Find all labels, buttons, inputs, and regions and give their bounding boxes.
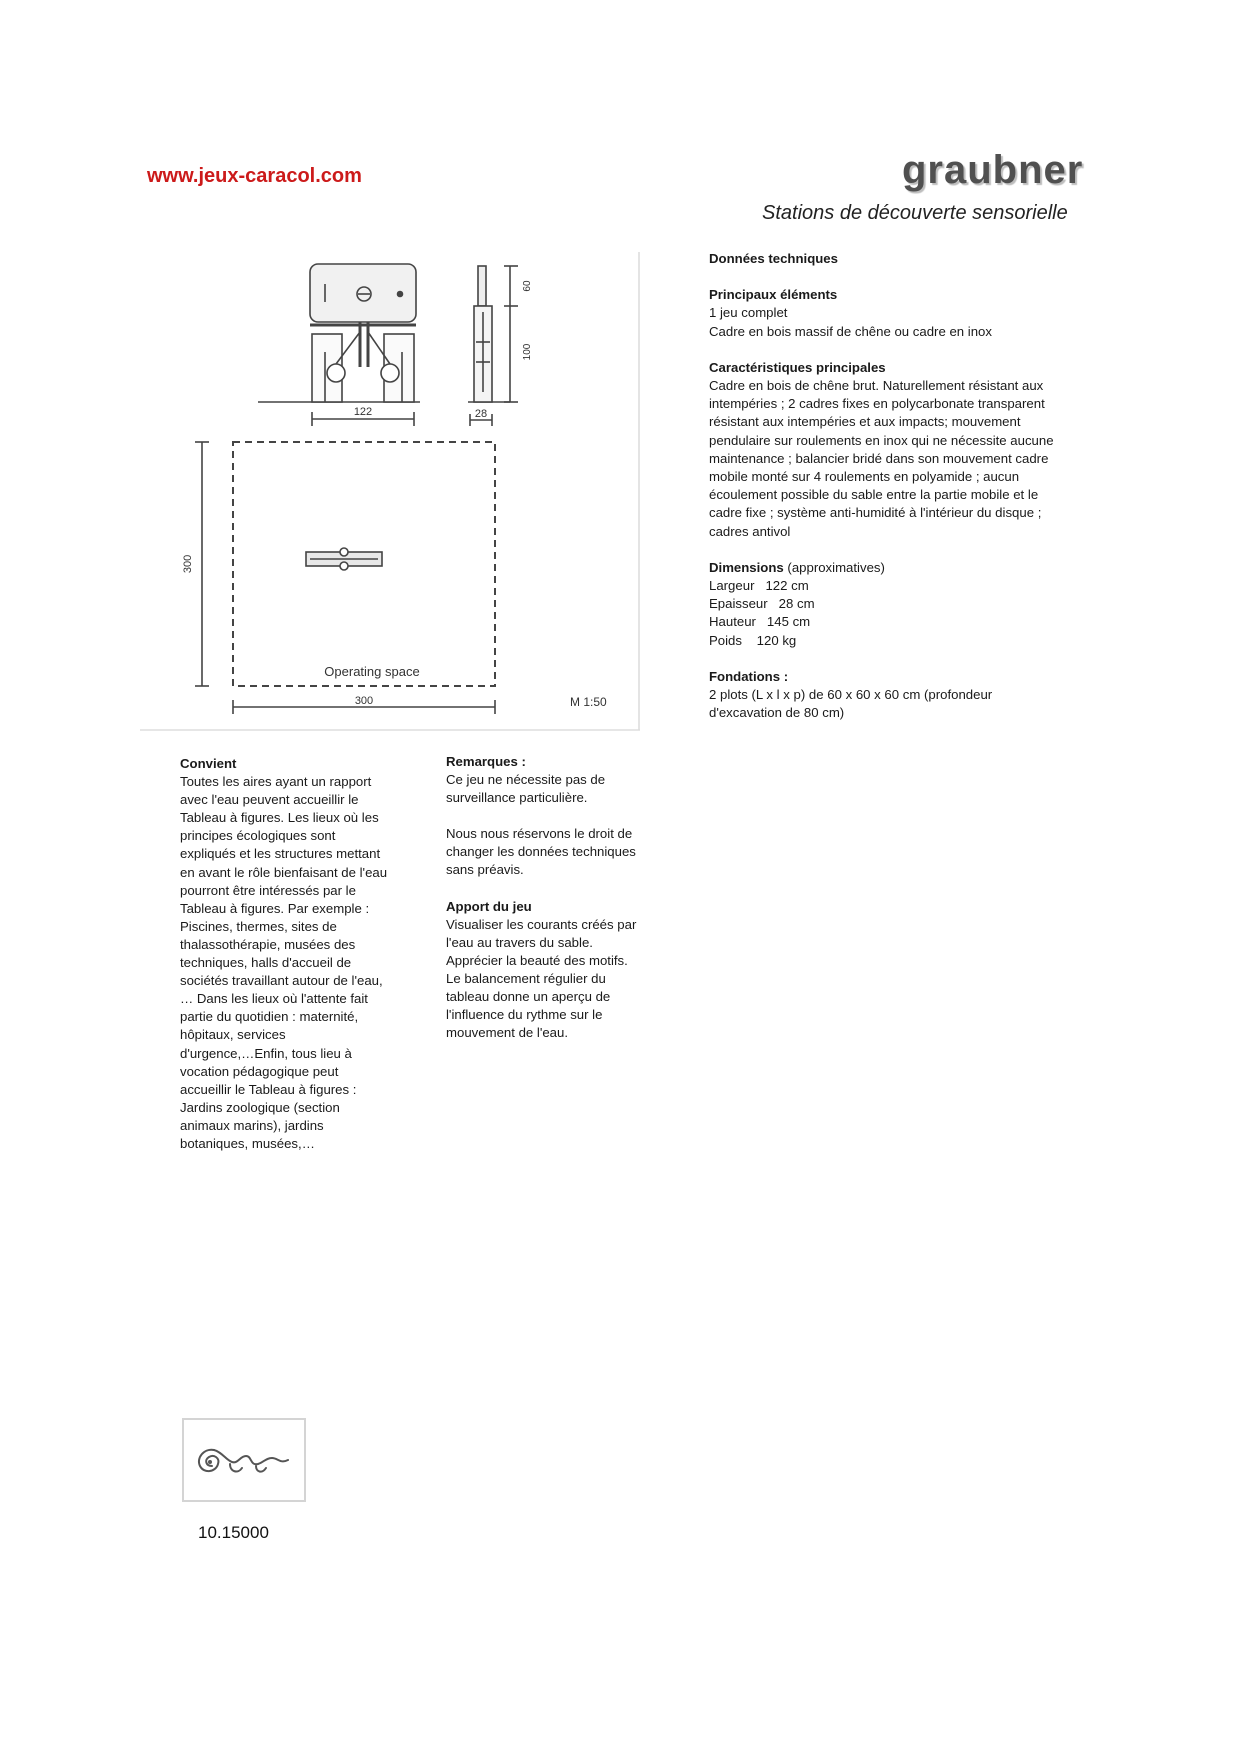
convient-line: Toutes les aires ayant un rapport bbox=[180, 774, 372, 790]
convient-line: Tableau à figures. Par exemple : bbox=[180, 900, 370, 916]
operating-space-label: Operating space bbox=[324, 664, 420, 679]
dimension-value: 122 cm bbox=[765, 578, 809, 594]
main-elements-line: 1 jeu complet bbox=[709, 305, 788, 321]
dimension-label: Poids bbox=[709, 632, 742, 648]
convient-line: … Dans les lieux où l'attente fait bbox=[180, 991, 368, 1007]
dimension-value: 28 cm bbox=[778, 596, 815, 612]
convient-line: principes écologiques sont bbox=[180, 828, 336, 844]
caracol-logo bbox=[182, 1418, 306, 1502]
foundations-line: d'excavation de 80 cm) bbox=[709, 705, 845, 721]
convient-line: Jardins zoologique (section bbox=[180, 1099, 340, 1115]
dimension-row bbox=[709, 595, 1109, 613]
convient-line: vocation pédagogique peut bbox=[180, 1063, 339, 1079]
main-elements-line: Cadre en bois massif de chêne ou cadre en inox bbox=[709, 323, 992, 339]
convient-line: Piscines, thermes, sites de bbox=[180, 918, 337, 934]
features-heading: Caractéristiques principales bbox=[709, 359, 886, 375]
remarks-section bbox=[446, 753, 676, 1042]
convient-line: expliqués et les structures mettant bbox=[180, 846, 381, 862]
dimension-row bbox=[709, 577, 1109, 595]
specs-title: Données techniques bbox=[709, 251, 838, 266]
main-elements-heading: Principaux éléments bbox=[709, 287, 838, 303]
remarques-line: sans préavis. bbox=[446, 862, 524, 878]
apport-line: Visualiser les courants créés par bbox=[446, 916, 637, 932]
convient-line: hôpitaux, services bbox=[180, 1027, 286, 1043]
apport-line: l'eau au travers du sable. bbox=[446, 934, 593, 950]
page-subtitle: Stations de découverte sensorielle bbox=[762, 202, 1068, 224]
dim-side-top: 60 bbox=[522, 280, 533, 292]
dim-side-height: 100 bbox=[522, 343, 533, 361]
convient-line: partie du quotidien : maternité, bbox=[180, 1009, 359, 1025]
apport-line: Apprécier la beauté des motifs. bbox=[446, 952, 628, 968]
convient-line: en avant le rôle bienfaisant de l'eau bbox=[180, 864, 388, 880]
features-line: Cadre en bois de chêne brut. Naturellement résistant aux bbox=[709, 378, 1044, 394]
snail-swirl-icon bbox=[184, 1420, 304, 1500]
features-line: résistant aux intempéries et aux impacts; mouvement bbox=[709, 414, 1021, 430]
convient-line: sociétés travaillant autour de l'eau, bbox=[180, 973, 383, 989]
features-line: intempéries ; 2 cadres fixes en polycarbonate transparent bbox=[709, 396, 1045, 412]
dim-space-width: 300 bbox=[354, 695, 374, 707]
features-line: cadres antivol bbox=[709, 523, 791, 539]
features-line: mobile monté sur 4 roulements en polyamide ; aucun bbox=[709, 469, 1020, 485]
apport-line: tableau donne un aperçu de bbox=[446, 989, 611, 1005]
foundations-heading: Fondations : bbox=[709, 668, 789, 684]
features-line: maintenance ; balancier bridé dans son mouvement cadre bbox=[709, 450, 1049, 466]
features-line: écoulement possible du sable entre la partie mobile et le bbox=[709, 487, 1039, 503]
technical-drawing bbox=[140, 252, 640, 732]
convient-heading: Convient bbox=[180, 756, 237, 771]
scale-label: M 1:50 bbox=[570, 695, 607, 709]
brand-logo: graubner bbox=[902, 148, 1084, 192]
dimensions-heading-row bbox=[709, 559, 1109, 577]
dimension-label: Largeur bbox=[709, 578, 755, 594]
features-line: cadre fixe ; système anti-humidité à l'intérieur du disque ; bbox=[709, 505, 1042, 521]
convient-line: Tableau à figures. Les lieux où les bbox=[180, 810, 379, 826]
product-code: 10.15000 bbox=[198, 1523, 269, 1542]
dimensions-note: (approximatives) bbox=[787, 559, 885, 575]
dimension-value: 145 cm bbox=[766, 614, 811, 630]
dimension-row bbox=[709, 632, 1109, 650]
features-line: pendulaire sur roulements en inox qui ne nécessite aucune bbox=[709, 432, 1054, 448]
dim-space-height: 300 bbox=[182, 554, 194, 574]
convient-line: d'urgence,…Enfin, tous lieu à bbox=[180, 1045, 352, 1061]
remarques-line: Ce jeu ne nécessite pas de bbox=[446, 772, 606, 788]
remarques-heading: Remarques : bbox=[446, 754, 526, 769]
convient-line: avec l'eau peuvent accueillir le bbox=[180, 792, 359, 808]
remarques-line: surveillance particulière. bbox=[446, 790, 588, 806]
remarques-line: changer les données techniques bbox=[446, 844, 636, 860]
remarques-line: Nous nous réservons le droit de bbox=[446, 826, 633, 842]
convient-line: animaux marins), jardins bbox=[180, 1117, 324, 1133]
technical-specs bbox=[709, 250, 1109, 722]
dim-front-width: 122 bbox=[353, 406, 373, 418]
dimension-label: Epaisseur bbox=[709, 596, 768, 612]
convient-line: botaniques, musées,… bbox=[180, 1135, 315, 1151]
apport-heading: Apport du jeu bbox=[446, 898, 532, 914]
apport-line: mouvement de l'eau. bbox=[446, 1025, 569, 1041]
convient-line: thalassothérapie, musées des bbox=[180, 936, 356, 952]
apport-line: Le balancement régulier du bbox=[446, 970, 606, 986]
dimension-row bbox=[709, 613, 1109, 631]
dim-side-depth: 28 bbox=[474, 408, 488, 420]
apport-line: l'influence du rythme sur le bbox=[446, 1007, 603, 1023]
dimensions-heading: Dimensions bbox=[709, 559, 784, 575]
foundations-line: 2 plots (L x l x p) de 60 x 60 x 60 cm (profondeur bbox=[709, 687, 993, 703]
dimension-label: Hauteur bbox=[709, 614, 756, 630]
convient-section bbox=[180, 755, 420, 1153]
dimension-value: 120 kg bbox=[756, 632, 797, 648]
website-url[interactable]: www.jeux-caracol.com bbox=[147, 165, 362, 187]
convient-line: techniques, halls d'accueil de bbox=[180, 955, 352, 971]
convient-line: accueillir le Tableau à figures : bbox=[180, 1081, 357, 1097]
convient-line: pourront être intéressés par le bbox=[180, 882, 356, 898]
